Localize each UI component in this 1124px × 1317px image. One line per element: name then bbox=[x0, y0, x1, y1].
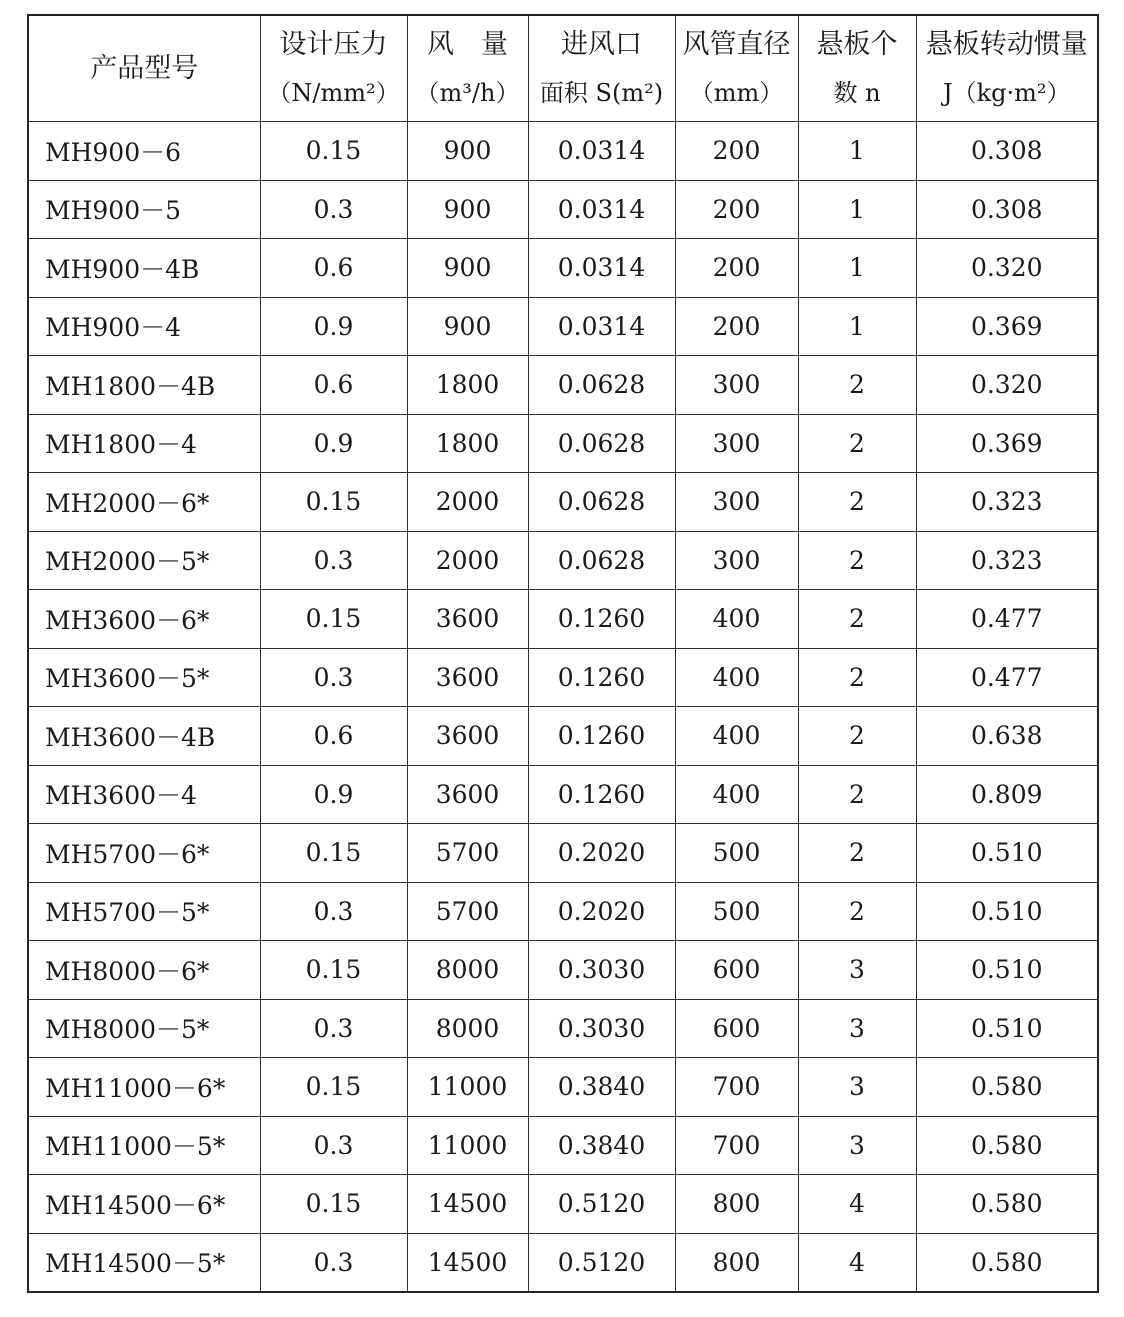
cell-model: MH2000－5* bbox=[28, 531, 260, 590]
cell-duct-diameter: 400 bbox=[675, 707, 798, 766]
product-spec-table bbox=[27, 14, 1099, 1293]
table-row bbox=[28, 999, 1098, 1058]
table-row bbox=[28, 882, 1098, 941]
cell-model: MH11000－5* bbox=[28, 1116, 260, 1175]
cell-duct-diameter: 200 bbox=[675, 122, 798, 181]
cell-air-volume: 1800 bbox=[407, 356, 528, 415]
cell-plate-count: 4 bbox=[798, 1175, 916, 1234]
cell-design-pressure: 0.3 bbox=[260, 180, 407, 239]
table-row bbox=[28, 414, 1098, 473]
cell-plate-count: 4 bbox=[798, 1233, 916, 1292]
cell-duct-diameter: 700 bbox=[675, 1116, 798, 1175]
header-design-pressure bbox=[260, 15, 407, 122]
cell-inlet-area: 0.5120 bbox=[528, 1175, 675, 1234]
cell-design-pressure: 0.15 bbox=[260, 590, 407, 649]
cell-design-pressure: 0.15 bbox=[260, 824, 407, 883]
cell-inlet-area: 0.1260 bbox=[528, 707, 675, 766]
header-duct-diameter bbox=[675, 15, 798, 122]
header-label: 风 量 bbox=[427, 28, 508, 60]
cell-plate-count: 1 bbox=[798, 297, 916, 356]
cell-duct-diameter: 400 bbox=[675, 648, 798, 707]
cell-duct-diameter: 300 bbox=[675, 356, 798, 415]
cell-inlet-area: 0.3840 bbox=[528, 1116, 675, 1175]
cell-air-volume: 1800 bbox=[407, 414, 528, 473]
cell-design-pressure: 0.15 bbox=[260, 941, 407, 1000]
cell-design-pressure: 0.15 bbox=[260, 473, 407, 532]
table-row bbox=[28, 356, 1098, 415]
cell-moment-of-inertia: 0.510 bbox=[916, 941, 1098, 1000]
header-unit: 面积 S(m²) bbox=[539, 78, 664, 107]
header-unit: 数 n bbox=[833, 78, 881, 107]
cell-duct-diameter: 600 bbox=[675, 999, 798, 1058]
header-unit: （mm） bbox=[689, 78, 784, 107]
cell-moment-of-inertia: 0.580 bbox=[916, 1116, 1098, 1175]
cell-model: MH1800－4B bbox=[28, 356, 260, 415]
table-row bbox=[28, 180, 1098, 239]
cell-model: MH5700－5* bbox=[28, 882, 260, 941]
cell-air-volume: 14500 bbox=[407, 1233, 528, 1292]
cell-duct-diameter: 700 bbox=[675, 1058, 798, 1117]
cell-model: MH3600－6* bbox=[28, 590, 260, 649]
cell-inlet-area: 0.0314 bbox=[528, 122, 675, 181]
cell-inlet-area: 0.0628 bbox=[528, 531, 675, 590]
cell-model: MH3600－4B bbox=[28, 707, 260, 766]
cell-air-volume: 8000 bbox=[407, 941, 528, 1000]
cell-air-volume: 2000 bbox=[407, 531, 528, 590]
cell-moment-of-inertia: 0.308 bbox=[916, 180, 1098, 239]
table-row bbox=[28, 941, 1098, 1000]
cell-air-volume: 5700 bbox=[407, 824, 528, 883]
cell-design-pressure: 0.3 bbox=[260, 531, 407, 590]
cell-inlet-area: 0.1260 bbox=[528, 765, 675, 824]
cell-duct-diameter: 500 bbox=[675, 882, 798, 941]
cell-inlet-area: 0.0314 bbox=[528, 180, 675, 239]
cell-inlet-area: 0.0314 bbox=[528, 239, 675, 298]
cell-moment-of-inertia: 0.580 bbox=[916, 1175, 1098, 1234]
cell-plate-count: 2 bbox=[798, 356, 916, 415]
cell-moment-of-inertia: 0.477 bbox=[916, 648, 1098, 707]
cell-design-pressure: 0.6 bbox=[260, 356, 407, 415]
cell-design-pressure: 0.3 bbox=[260, 1116, 407, 1175]
spec-table-container bbox=[27, 14, 1099, 1293]
cell-inlet-area: 0.2020 bbox=[528, 882, 675, 941]
cell-duct-diameter: 800 bbox=[675, 1233, 798, 1292]
cell-plate-count: 1 bbox=[798, 180, 916, 239]
cell-plate-count: 2 bbox=[798, 531, 916, 590]
cell-air-volume: 5700 bbox=[407, 882, 528, 941]
cell-air-volume: 3600 bbox=[407, 765, 528, 824]
cell-duct-diameter: 600 bbox=[675, 941, 798, 1000]
cell-moment-of-inertia: 0.510 bbox=[916, 999, 1098, 1058]
cell-duct-diameter: 200 bbox=[675, 180, 798, 239]
cell-design-pressure: 0.3 bbox=[260, 1233, 407, 1292]
cell-plate-count: 2 bbox=[798, 473, 916, 532]
cell-model: MH900－4B bbox=[28, 239, 260, 298]
cell-design-pressure: 0.9 bbox=[260, 297, 407, 356]
cell-model: MH3600－4 bbox=[28, 765, 260, 824]
table-body bbox=[28, 122, 1098, 1293]
table-row bbox=[28, 531, 1098, 590]
table-row bbox=[28, 765, 1098, 824]
table-row bbox=[28, 648, 1098, 707]
header-label: 悬板个 bbox=[816, 28, 898, 60]
cell-moment-of-inertia: 0.320 bbox=[916, 356, 1098, 415]
cell-inlet-area: 0.2020 bbox=[528, 824, 675, 883]
cell-inlet-area: 0.0628 bbox=[528, 414, 675, 473]
cell-design-pressure: 0.3 bbox=[260, 999, 407, 1058]
header-label: 悬板转动惯量 bbox=[925, 28, 1088, 60]
table-row bbox=[28, 824, 1098, 883]
cell-plate-count: 2 bbox=[798, 707, 916, 766]
cell-design-pressure: 0.9 bbox=[260, 414, 407, 473]
cell-air-volume: 3600 bbox=[407, 648, 528, 707]
cell-design-pressure: 0.15 bbox=[260, 1175, 407, 1234]
header-plate-count bbox=[798, 15, 916, 122]
cell-air-volume: 900 bbox=[407, 122, 528, 181]
table-row bbox=[28, 473, 1098, 532]
cell-plate-count: 3 bbox=[798, 941, 916, 1000]
header-label: 产品型号 bbox=[90, 52, 199, 84]
cell-plate-count: 2 bbox=[798, 590, 916, 649]
table-row bbox=[28, 707, 1098, 766]
cell-model: MH900－4 bbox=[28, 297, 260, 356]
cell-air-volume: 900 bbox=[407, 297, 528, 356]
cell-plate-count: 2 bbox=[798, 824, 916, 883]
header-unit: J（kg·m²） bbox=[942, 78, 1071, 107]
cell-inlet-area: 0.5120 bbox=[528, 1233, 675, 1292]
cell-inlet-area: 0.3030 bbox=[528, 999, 675, 1058]
header-unit: （m³/h） bbox=[415, 78, 520, 107]
cell-moment-of-inertia: 0.308 bbox=[916, 122, 1098, 181]
cell-duct-diameter: 200 bbox=[675, 297, 798, 356]
cell-air-volume: 3600 bbox=[407, 707, 528, 766]
cell-air-volume: 11000 bbox=[407, 1058, 528, 1117]
cell-model: MH5700－6* bbox=[28, 824, 260, 883]
table-row bbox=[28, 1175, 1098, 1234]
cell-air-volume: 900 bbox=[407, 239, 528, 298]
cell-moment-of-inertia: 0.369 bbox=[916, 414, 1098, 473]
header-label: 风管直径 bbox=[682, 28, 791, 60]
cell-plate-count: 3 bbox=[798, 999, 916, 1058]
cell-design-pressure: 0.15 bbox=[260, 122, 407, 181]
cell-moment-of-inertia: 0.369 bbox=[916, 297, 1098, 356]
table-row bbox=[28, 1058, 1098, 1117]
header-unit: （N/mm²） bbox=[267, 78, 400, 107]
cell-plate-count: 1 bbox=[798, 239, 916, 298]
cell-model: MH900－5 bbox=[28, 180, 260, 239]
cell-model: MH14500－5* bbox=[28, 1233, 260, 1292]
cell-plate-count: 3 bbox=[798, 1116, 916, 1175]
header-model bbox=[28, 15, 260, 122]
table-row bbox=[28, 239, 1098, 298]
cell-inlet-area: 0.0628 bbox=[528, 473, 675, 532]
table-row bbox=[28, 297, 1098, 356]
cell-design-pressure: 0.6 bbox=[260, 239, 407, 298]
table-row bbox=[28, 590, 1098, 649]
cell-duct-diameter: 300 bbox=[675, 414, 798, 473]
cell-plate-count: 2 bbox=[798, 765, 916, 824]
cell-moment-of-inertia: 0.323 bbox=[916, 531, 1098, 590]
cell-design-pressure: 0.9 bbox=[260, 765, 407, 824]
cell-moment-of-inertia: 0.580 bbox=[916, 1058, 1098, 1117]
cell-model: MH8000－5* bbox=[28, 999, 260, 1058]
cell-moment-of-inertia: 0.323 bbox=[916, 473, 1098, 532]
cell-inlet-area: 0.1260 bbox=[528, 590, 675, 649]
cell-design-pressure: 0.15 bbox=[260, 1058, 407, 1117]
cell-inlet-area: 0.3030 bbox=[528, 941, 675, 1000]
cell-model: MH8000－6* bbox=[28, 941, 260, 1000]
table-row bbox=[28, 1233, 1098, 1292]
cell-duct-diameter: 300 bbox=[675, 473, 798, 532]
cell-duct-diameter: 800 bbox=[675, 1175, 798, 1234]
cell-moment-of-inertia: 0.809 bbox=[916, 765, 1098, 824]
cell-duct-diameter: 200 bbox=[675, 239, 798, 298]
cell-inlet-area: 0.3840 bbox=[528, 1058, 675, 1117]
cell-plate-count: 2 bbox=[798, 882, 916, 941]
cell-model: MH1800－4 bbox=[28, 414, 260, 473]
cell-duct-diameter: 300 bbox=[675, 531, 798, 590]
cell-moment-of-inertia: 0.638 bbox=[916, 707, 1098, 766]
cell-plate-count: 2 bbox=[798, 648, 916, 707]
cell-air-volume: 14500 bbox=[407, 1175, 528, 1234]
header-row bbox=[28, 15, 1098, 122]
cell-model: MH14500－6* bbox=[28, 1175, 260, 1234]
header-label: 设计压力 bbox=[279, 28, 388, 60]
cell-air-volume: 2000 bbox=[407, 473, 528, 532]
cell-moment-of-inertia: 0.510 bbox=[916, 824, 1098, 883]
cell-moment-of-inertia: 0.477 bbox=[916, 590, 1098, 649]
cell-model: MH3600－5* bbox=[28, 648, 260, 707]
header-label: 进风口 bbox=[561, 28, 642, 60]
cell-design-pressure: 0.6 bbox=[260, 707, 407, 766]
cell-moment-of-inertia: 0.320 bbox=[916, 239, 1098, 298]
header-moment-of-inertia bbox=[916, 15, 1098, 122]
table-row bbox=[28, 122, 1098, 181]
cell-model: MH2000－6* bbox=[28, 473, 260, 532]
cell-air-volume: 3600 bbox=[407, 590, 528, 649]
cell-moment-of-inertia: 0.580 bbox=[916, 1233, 1098, 1292]
cell-inlet-area: 0.0314 bbox=[528, 297, 675, 356]
cell-inlet-area: 0.1260 bbox=[528, 648, 675, 707]
cell-plate-count: 1 bbox=[798, 122, 916, 181]
cell-design-pressure: 0.3 bbox=[260, 648, 407, 707]
cell-duct-diameter: 400 bbox=[675, 765, 798, 824]
cell-model: MH900－6 bbox=[28, 122, 260, 181]
table-row bbox=[28, 1116, 1098, 1175]
cell-inlet-area: 0.0628 bbox=[528, 356, 675, 415]
header-inlet-area bbox=[528, 15, 675, 122]
cell-design-pressure: 0.3 bbox=[260, 882, 407, 941]
cell-air-volume: 900 bbox=[407, 180, 528, 239]
cell-plate-count: 2 bbox=[798, 414, 916, 473]
cell-model: MH11000－6* bbox=[28, 1058, 260, 1117]
cell-plate-count: 3 bbox=[798, 1058, 916, 1117]
header-air-volume bbox=[407, 15, 528, 122]
cell-duct-diameter: 500 bbox=[675, 824, 798, 883]
cell-duct-diameter: 400 bbox=[675, 590, 798, 649]
cell-moment-of-inertia: 0.510 bbox=[916, 882, 1098, 941]
cell-air-volume: 8000 bbox=[407, 999, 528, 1058]
cell-air-volume: 11000 bbox=[407, 1116, 528, 1175]
